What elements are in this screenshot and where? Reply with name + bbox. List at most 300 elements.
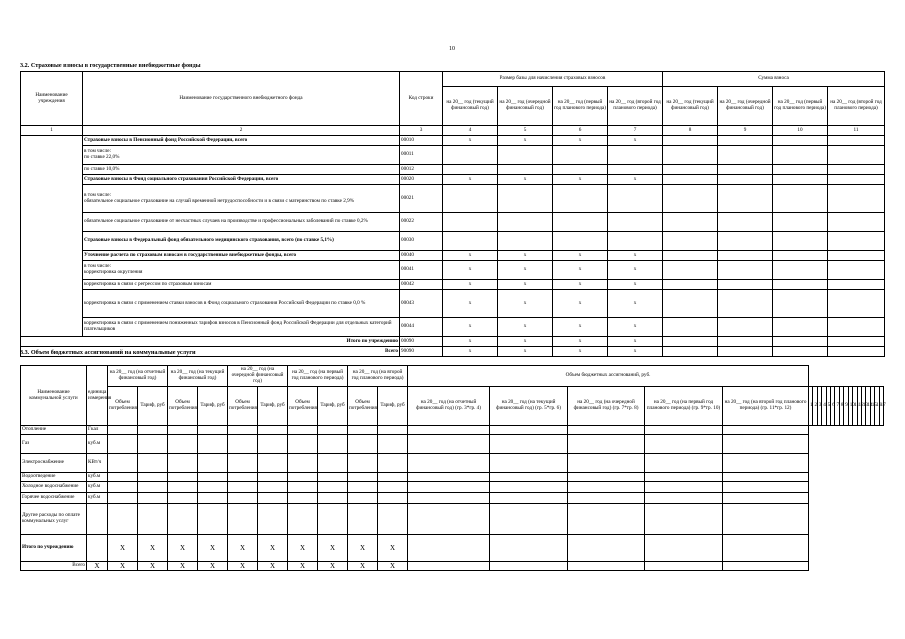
base-value — [443, 232, 498, 251]
base-value: x — [608, 318, 663, 337]
value-cell — [490, 454, 568, 473]
unit-cell — [87, 504, 108, 535]
base-value: x — [553, 251, 608, 261]
header-period: на 20__ год (очередной финансовый год) — [498, 87, 553, 126]
header-service: Наименование коммунальной услуги — [21, 366, 87, 426]
value-cell — [348, 426, 378, 435]
column-number: 12 — [857, 387, 861, 426]
fund-name: Страховые взносы в Федеральный фонд обязательного медицинского страхования, всего (по ставке 5,1%) — [83, 232, 400, 251]
total-x-cell: X — [108, 562, 138, 571]
value-cell — [568, 535, 645, 562]
value-cell — [198, 454, 228, 473]
sum-value — [663, 136, 718, 146]
value-cell — [198, 473, 228, 482]
value-cell — [228, 493, 258, 504]
value-cell — [348, 454, 378, 473]
service-name: Водоотведение — [21, 473, 87, 482]
header-period: на 20__ год (текущий финансовый год) — [663, 87, 718, 126]
value-cell — [168, 426, 198, 435]
total-x-cell: X — [138, 562, 168, 571]
column-number: 6 — [553, 126, 608, 136]
header-unit: единица измерения — [87, 366, 108, 426]
value-cell — [138, 454, 168, 473]
total-x-cell: X — [168, 535, 198, 562]
base-value: x — [553, 280, 608, 290]
value-cell — [568, 426, 645, 435]
base-value — [498, 213, 553, 232]
value-cell — [228, 426, 258, 435]
value-cell — [108, 426, 138, 435]
value-cell — [490, 562, 568, 571]
header-fund: Наименование государственного внебюджетного фонда — [83, 72, 400, 126]
column-number: 9 — [844, 387, 848, 426]
row-code: 00011 — [400, 146, 443, 165]
sum-value — [718, 337, 773, 347]
value-cell — [408, 426, 490, 435]
value-cell — [408, 504, 490, 535]
column-number: 17 — [879, 387, 883, 426]
header-sum-group: Сумма взноса — [663, 72, 885, 87]
column-number: 14 — [866, 387, 870, 426]
base-value — [608, 213, 663, 232]
row-code: 00040 — [400, 251, 443, 261]
value-cell — [723, 435, 809, 454]
sum-value — [663, 165, 718, 175]
sum-value — [828, 175, 885, 185]
column-number: 5 — [826, 387, 830, 426]
total-x-cell: X — [288, 535, 318, 562]
value-cell — [568, 435, 645, 454]
value-cell — [228, 482, 258, 493]
column-number: 1 — [809, 387, 813, 426]
header-period: на 20__ год (на текущий финансовый год) — [168, 366, 228, 387]
value-cell — [258, 473, 288, 482]
value-cell — [723, 493, 809, 504]
row-code: 00044 — [400, 318, 443, 337]
sum-value — [773, 213, 828, 232]
header-alloc-group: Объем бюджетных ассигнований, руб. — [408, 366, 809, 387]
base-value: x — [553, 337, 608, 347]
column-number: 7 — [608, 126, 663, 136]
base-value: x — [553, 318, 608, 337]
base-value: x — [553, 290, 608, 318]
base-value: x — [553, 175, 608, 185]
row-code: 00030 — [400, 232, 443, 251]
value-cell — [228, 435, 258, 454]
total-x-cell: X — [318, 562, 348, 571]
sum-value — [773, 175, 828, 185]
base-value: x — [498, 280, 553, 290]
unit-cell — [87, 535, 108, 562]
value-cell — [645, 504, 723, 535]
row-code: 00042 — [400, 280, 443, 290]
sum-value — [773, 251, 828, 261]
column-number: 1 — [21, 126, 83, 136]
value-cell — [490, 535, 568, 562]
value-cell — [168, 473, 198, 482]
value-cell — [568, 454, 645, 473]
value-cell — [723, 504, 809, 535]
value-cell — [723, 562, 809, 571]
sum-value — [718, 290, 773, 318]
column-number: 3 — [817, 387, 821, 426]
value-cell — [318, 482, 348, 493]
value-cell — [318, 493, 348, 504]
base-value: x — [498, 337, 553, 347]
value-cell — [108, 504, 138, 535]
value-cell — [258, 435, 288, 454]
tariff-header: Тариф, руб — [198, 387, 228, 426]
sum-value — [773, 347, 828, 357]
total-x-cell: X — [258, 562, 288, 571]
header-base-group: Размер базы для начисления страховых взносов — [443, 72, 663, 87]
value-cell — [723, 473, 809, 482]
fund-name: в том числе: по ставке 22,0% — [83, 146, 400, 165]
base-value: x — [498, 136, 553, 146]
column-number: 4 — [822, 387, 826, 426]
column-number: 2 — [83, 126, 400, 136]
value-cell — [198, 426, 228, 435]
value-cell — [288, 473, 318, 482]
value-cell — [318, 426, 348, 435]
header-period: на 20__ год (первый год планового периода) — [553, 87, 608, 126]
sum-value — [663, 347, 718, 357]
base-value: x — [443, 318, 498, 337]
base-value: x — [553, 136, 608, 146]
unit-cell: Гкал — [87, 426, 108, 435]
total-x-cell: X — [198, 562, 228, 571]
value-cell — [348, 504, 378, 535]
sum-value — [718, 213, 773, 232]
total-x-cell: X — [228, 535, 258, 562]
sum-value — [663, 337, 718, 347]
column-number: 13 — [861, 387, 865, 426]
sum-value — [773, 318, 828, 337]
sum-value — [828, 136, 885, 146]
total-by-institution-label: Итого по учреждению — [21, 535, 87, 562]
base-value: x — [608, 280, 663, 290]
sum-value — [828, 251, 885, 261]
total-x-cell: X — [318, 535, 348, 562]
total-x-cell: X — [228, 562, 258, 571]
unit-cell: куб.м — [87, 482, 108, 493]
sum-value — [718, 261, 773, 280]
sum-value — [718, 347, 773, 357]
value-cell — [645, 473, 723, 482]
unit-cell: куб.м — [87, 435, 108, 454]
value-cell — [258, 454, 288, 473]
row-code: 90090 — [400, 347, 443, 357]
value-cell — [318, 454, 348, 473]
value-cell — [723, 482, 809, 493]
value-cell — [490, 426, 568, 435]
base-value — [498, 146, 553, 165]
total-x-cell: X — [108, 535, 138, 562]
utilities-table — [20, 365, 884, 571]
value-cell — [288, 454, 318, 473]
base-value — [553, 146, 608, 165]
value-cell — [408, 493, 490, 504]
sum-value — [663, 146, 718, 165]
value-cell — [645, 535, 723, 562]
header-period: на 20__ год (текущий финансовый год) — [443, 87, 498, 126]
base-value: x — [608, 290, 663, 318]
base-value — [608, 232, 663, 251]
sum-value — [773, 280, 828, 290]
base-value: x — [498, 347, 553, 357]
fund-name: в том числе: корректировка округления — [83, 261, 400, 280]
row-code: 00012 — [400, 165, 443, 175]
sum-value — [773, 136, 828, 146]
page-number: 10 — [449, 46, 455, 52]
column-number: 9 — [718, 126, 773, 136]
fund-name: корректировка в связи с применением ставки взносов в Фонд социального страхования Российской Федерации по ставке 0,0 % — [83, 290, 400, 318]
value-cell — [168, 435, 198, 454]
sum-value — [828, 261, 885, 280]
sum-value — [663, 261, 718, 280]
sum-value — [773, 290, 828, 318]
sum-value — [828, 337, 885, 347]
value-cell — [645, 493, 723, 504]
value-cell — [288, 482, 318, 493]
base-value — [553, 165, 608, 175]
fund-name: Страховые взносы в Фонд социального страхования Российской Федерации, всего — [83, 175, 400, 185]
header-period: на 20__ год (на отчетный финансовый год) — [108, 366, 168, 387]
value-cell — [490, 493, 568, 504]
total-x-cell: X — [258, 535, 288, 562]
header-period: на 20__ год (на очередной финансовый год) — [228, 366, 288, 387]
value-cell — [645, 435, 723, 454]
section-3-2-title: 3.2. Страховые взносы в государственные внебюджетные фонды — [20, 62, 201, 69]
column-number: 3 — [400, 126, 443, 136]
volume-header: Объем потребления — [108, 387, 138, 426]
base-value — [608, 185, 663, 213]
value-cell — [108, 454, 138, 473]
value-cell — [568, 482, 645, 493]
alloc-header: на 20__ год (на первый год планового периода) (гр. 9*гр. 10) — [645, 387, 723, 426]
value-cell — [348, 473, 378, 482]
base-value — [443, 146, 498, 165]
value-cell — [288, 426, 318, 435]
base-value: x — [608, 337, 663, 347]
base-value — [608, 146, 663, 165]
insurance-contributions-table — [20, 71, 885, 357]
total-x-cell: X — [348, 535, 378, 562]
value-cell — [168, 482, 198, 493]
sum-value — [718, 251, 773, 261]
value-cell — [408, 562, 490, 571]
sum-value — [773, 337, 828, 347]
base-value: x — [498, 251, 553, 261]
value-cell — [318, 504, 348, 535]
column-number: 10 — [773, 126, 828, 136]
base-value: x — [608, 136, 663, 146]
base-value: x — [498, 261, 553, 280]
value-cell — [645, 454, 723, 473]
column-number: 5 — [498, 126, 553, 136]
value-cell — [408, 482, 490, 493]
column-number: 16 — [875, 387, 879, 426]
value-cell — [645, 426, 723, 435]
service-name: Отопление — [21, 426, 87, 435]
total-x-cell: X — [348, 562, 378, 571]
value-cell — [723, 454, 809, 473]
value-cell — [568, 562, 645, 571]
unit-cell: куб.м — [87, 473, 108, 482]
total-x-cell: X — [168, 562, 198, 571]
value-cell — [198, 482, 228, 493]
value-cell — [490, 435, 568, 454]
sum-value — [663, 290, 718, 318]
value-cell — [348, 435, 378, 454]
service-name: Холодное водоснабжение — [21, 482, 87, 493]
sum-value — [718, 136, 773, 146]
sum-value — [663, 185, 718, 213]
value-cell — [645, 562, 723, 571]
base-value — [553, 185, 608, 213]
column-number: 8 — [663, 126, 718, 136]
sum-value — [828, 213, 885, 232]
fund-name: в том числе: обязательное социальное страхование на случай временной нетрудоспособности и в связи с материнством по ставке 2,9% — [83, 185, 400, 213]
tariff-header: Тариф, руб — [378, 387, 408, 426]
value-cell — [378, 473, 408, 482]
base-value: x — [608, 175, 663, 185]
value-cell — [138, 473, 168, 482]
total-x-cell: X — [378, 535, 408, 562]
column-number: 6 — [831, 387, 835, 426]
header-period: на 20__ год (второй год планового периода) — [828, 87, 885, 126]
sum-value — [828, 290, 885, 318]
total-x-cell: X — [198, 535, 228, 562]
row-code: 00090 — [400, 337, 443, 347]
base-value — [498, 185, 553, 213]
tariff-header: Тариф, руб — [258, 387, 288, 426]
value-cell — [645, 482, 723, 493]
sum-value — [718, 185, 773, 213]
base-value: x — [443, 175, 498, 185]
value-cell — [258, 426, 288, 435]
header-period: на 20__ год (на первый год планового периода) — [288, 366, 348, 387]
value-cell — [108, 482, 138, 493]
volume-header: Объем потребления — [288, 387, 318, 426]
value-cell — [168, 493, 198, 504]
value-cell — [408, 454, 490, 473]
value-cell — [490, 504, 568, 535]
value-cell — [490, 473, 568, 482]
sum-value — [828, 232, 885, 251]
sum-value — [663, 251, 718, 261]
base-value: x — [443, 347, 498, 357]
fund-name: обязательное социальное страхование от несчастных случаев на производстве и профессиональных заболеваний по ставке 0,2% — [83, 213, 400, 232]
base-value: x — [498, 318, 553, 337]
sum-value — [773, 165, 828, 175]
sum-value — [773, 185, 828, 213]
header-period: на 20__ год (очередной финансовый год) — [718, 87, 773, 126]
base-value — [553, 232, 608, 251]
sum-value — [718, 232, 773, 251]
section-3-3-title: 3.3. Объем бюджетных ассигнований на коммунальные услуги — [20, 349, 196, 356]
value-cell — [568, 504, 645, 535]
sum-value — [828, 347, 885, 357]
sum-value — [663, 213, 718, 232]
base-value: x — [553, 347, 608, 357]
base-value — [443, 213, 498, 232]
base-value: x — [498, 290, 553, 318]
fund-name: корректировка в связи с применением пониженных тарифов взносов в Пенсионный фонд Российской Федерации для отдельных категорий плательщиков — [83, 318, 400, 337]
row-code: 00020 — [400, 175, 443, 185]
alloc-header: на 20__ год (на отчетный финансовый год) (гр. 3*гр. 4) — [408, 387, 490, 426]
value-cell — [228, 504, 258, 535]
value-cell — [258, 482, 288, 493]
value-cell — [408, 473, 490, 482]
row-code: 00041 — [400, 261, 443, 280]
base-value — [498, 232, 553, 251]
value-cell — [108, 435, 138, 454]
base-value: x — [443, 290, 498, 318]
column-number: 8 — [839, 387, 843, 426]
column-number: 4 — [443, 126, 498, 136]
sum-value — [828, 318, 885, 337]
value-cell — [378, 504, 408, 535]
sum-value — [718, 318, 773, 337]
volume-header: Объем потребления — [348, 387, 378, 426]
total-x-cell: X — [87, 562, 108, 571]
value-cell — [378, 493, 408, 504]
value-cell — [168, 504, 198, 535]
base-value — [443, 165, 498, 175]
base-value: x — [608, 347, 663, 357]
service-name: Электроснабжение — [21, 454, 87, 473]
value-cell — [408, 435, 490, 454]
header-period: на 20__ год (первый год планового периода) — [773, 87, 828, 126]
sum-value — [828, 280, 885, 290]
sum-value — [663, 232, 718, 251]
value-cell — [258, 493, 288, 504]
value-cell — [318, 435, 348, 454]
row-code: 00043 — [400, 290, 443, 318]
sum-value — [828, 165, 885, 175]
sum-value — [663, 318, 718, 337]
service-name: Горячее водоснабжение — [21, 493, 87, 504]
value-cell — [348, 493, 378, 504]
sum-value — [773, 146, 828, 165]
volume-header: Объем потребления — [228, 387, 258, 426]
header-period: на 20__ год (на второй год планового периода) — [348, 366, 408, 387]
sum-value — [773, 232, 828, 251]
fund-name: по ставке 10,0% — [83, 165, 400, 175]
value-cell — [378, 435, 408, 454]
row-code: 00022 — [400, 213, 443, 232]
base-value: x — [443, 136, 498, 146]
sum-value — [828, 146, 885, 165]
value-cell — [138, 504, 168, 535]
value-cell — [568, 493, 645, 504]
tariff-header: Тариф, руб — [318, 387, 348, 426]
fund-name: Уточнение расчета по страховым взносам в государственные внебюджетные фонды, всего — [83, 251, 400, 261]
row-code: 00010 — [400, 136, 443, 146]
value-cell — [258, 504, 288, 535]
fund-name: корректировка в связи с регрессом по страховым взносам — [83, 280, 400, 290]
volume-header: Объем потребления — [168, 387, 198, 426]
base-value: x — [498, 175, 553, 185]
sum-value — [828, 185, 885, 213]
grand-total-label: Всего — [21, 562, 87, 571]
header-code: Код строки — [400, 72, 443, 126]
value-cell — [723, 426, 809, 435]
value-cell — [288, 493, 318, 504]
column-number: 15 — [870, 387, 874, 426]
value-cell — [108, 473, 138, 482]
